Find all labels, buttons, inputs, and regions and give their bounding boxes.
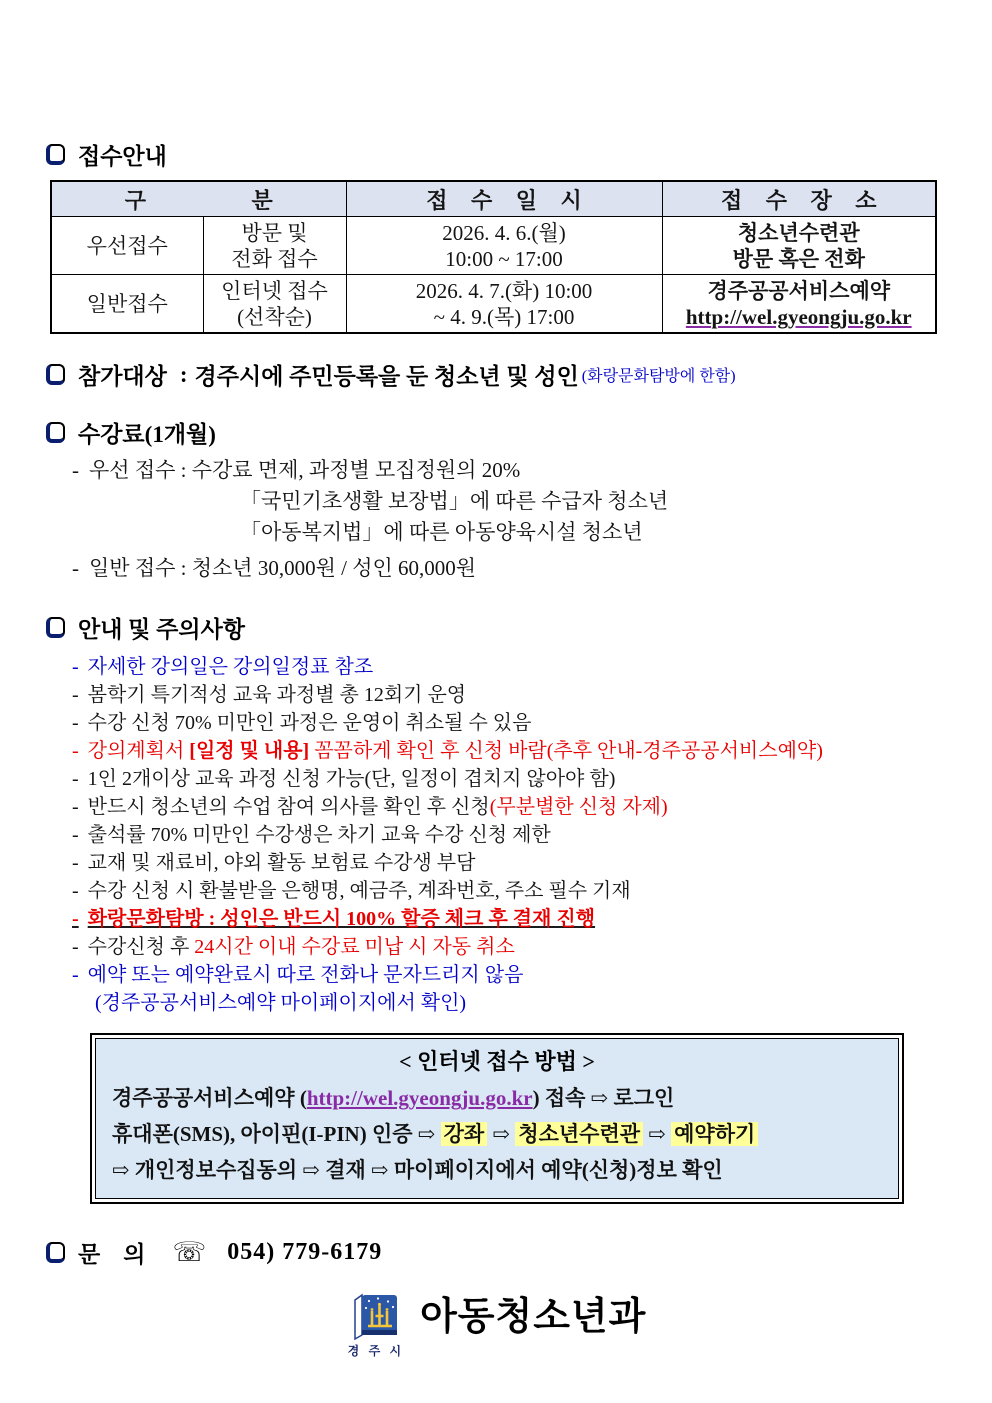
dash: -	[72, 458, 79, 482]
cell-category: 일반접수	[51, 275, 203, 334]
dash: -	[72, 740, 79, 762]
notice-item: - 1인 2개이상 교육 과정 신청 가능(단, 일정이 겹치지 않아야 함)	[72, 768, 616, 790]
table-header-category: 구 분	[51, 181, 346, 217]
notice-item: - 예약 또는 예약완료시 따로 전화나 문자드리지 않음	[72, 964, 524, 986]
city-emblem-icon	[351, 1293, 401, 1341]
cell-category: 우선접수	[51, 217, 203, 275]
table-header-row	[51, 181, 936, 217]
dash: -	[72, 768, 79, 790]
dash: -	[72, 796, 79, 818]
reservation-site-url[interactable]: http://wel.gyeongju.go.kr	[685, 304, 912, 329]
tuition-line-priority: - 우선 접수 : 수강료 면제, 과정별 모집정원의 20%	[72, 458, 521, 482]
cell-datetime-line2: 10:00 ~ 17:00	[445, 246, 563, 271]
reservation-url-link[interactable]: http://wel.gyeongju.go.kr	[306, 1086, 533, 1110]
section-title-contact	[46, 1236, 948, 1269]
cell-datetime-line1: 2026. 4. 6.(월)	[442, 220, 566, 245]
participants-separator: :	[179, 361, 188, 387]
notice-item: - 수강 신청 시 환불받을 은행명, 예금주, 계좌번호, 주소 필수 기재	[72, 880, 631, 902]
notice-item: - 반드시 청소년의 수업 참여 의사를 확인 후 신청(무분별한 신청 자제)	[72, 796, 668, 818]
notice-item: - 교재 및 재료비, 야외 활동 보험료 수강생 부담	[72, 852, 476, 874]
section-title-reception-label: 접수안내	[78, 144, 167, 169]
notices-list	[46, 653, 948, 1017]
checkbox-bullet-icon	[46, 422, 65, 443]
participants-note: (화랑문화탐방에 한함)	[581, 368, 736, 385]
dash: -	[72, 964, 79, 986]
cell-place	[662, 217, 936, 275]
cell-method	[203, 275, 346, 334]
notice-item: - 자세한 강의일은 강의일정표 참조	[72, 656, 374, 678]
cell-datetime-line1: 2026. 4. 7.(화) 10:00	[415, 278, 593, 303]
checkbox-bullet-icon	[46, 617, 65, 638]
dash: -	[72, 684, 79, 706]
tuition-line-law2: 「아동복지법」에 따른 아동양육시설 청소년	[240, 520, 643, 544]
participants-text: 경주시에 주민등록을 둔 청소년 및 성인	[194, 364, 579, 389]
notice-item: - 수강신청 후 24시간 이내 수강료 미납 시 자동 취소	[72, 936, 515, 958]
cell-place	[662, 275, 936, 334]
notice-item: - 봄학기 특기적성 교육 과정별 총 12회기 운영	[72, 684, 467, 706]
cell-method-line1: 방문 및	[241, 220, 308, 245]
phone-icon: ☏	[172, 1237, 207, 1267]
internet-box-line2: 휴대폰(SMS), 아이핀(I-PIN) 인증 ⇨ 강좌 ⇨ 청소년수련관 ⇨ 예약하기	[112, 1116, 882, 1152]
arrow-right-icon: ⇨	[643, 1122, 672, 1146]
dash: -	[72, 556, 79, 580]
checkbox-bullet-icon	[46, 144, 65, 165]
cell-place-line1: 청소년수련관	[737, 220, 860, 245]
highlight-step-reserve: 예약하기	[671, 1122, 758, 1146]
cell-method-line1: 인터넷 접수	[221, 278, 328, 303]
notice-item: - 강의계획서 [일정 및 내용] 꼼꼼하게 확인 후 신청 바람(추후 안내-경주공공서비스예약)	[72, 740, 823, 762]
contact-label: 문 의	[78, 1242, 146, 1267]
cell-method-line2: (선착순)	[237, 304, 312, 329]
city-name-label: 경 주 시	[347, 1344, 405, 1358]
checkbox-bullet-icon	[46, 1242, 65, 1263]
reception-table	[50, 180, 937, 334]
internet-box-line3: ⇨ 개인정보수집동의 ⇨ 결재 ⇨ 마이페이지에서 예약(신청)정보 확인	[112, 1158, 723, 1182]
notices-label: 안내 및 주의사항	[78, 617, 246, 642]
section-title-notices	[46, 611, 948, 644]
internet-registration-box-inner	[95, 1038, 899, 1199]
footer	[46, 1293, 948, 1359]
highlight-step-course: 강좌	[441, 1122, 488, 1146]
highlight-step-center: 청소년수련관	[515, 1122, 643, 1146]
section-title-reception	[46, 138, 948, 171]
internet-box-line1: 경주공공서비스예약 (http://wel.gyeongju.go.kr) 접속 ⇨ 로그인	[112, 1086, 675, 1110]
participants-label: 참가대상	[78, 364, 167, 389]
cell-method-line2: 전화 접수	[231, 246, 318, 271]
dash: -	[72, 880, 79, 902]
dash: -	[72, 852, 79, 874]
cell-datetime	[346, 217, 662, 275]
table-header-datetime: 접 수 일 시	[346, 181, 662, 217]
cell-place-line1: 경주공공서비스예약	[707, 278, 891, 303]
notice-item-hwarang: - 화랑문화탐방 : 성인은 반드시 100% 할증 체크 후 결재 진행	[72, 908, 596, 930]
section-title-participants	[46, 358, 948, 391]
notice-item-continuation: (경주공공서비스예약 마이페이지에서 확인)	[95, 992, 467, 1014]
tuition-line-general: - 일반 접수 : 청소년 30,000원 / 성인 60,000원	[72, 556, 477, 580]
gyeongju-city-logo	[348, 1293, 404, 1359]
table-row-priority	[51, 217, 936, 275]
internet-box-title: < 인터넷 접수 방법 >	[399, 1049, 595, 1074]
table-header-place: 접 수 장 소	[662, 181, 936, 217]
dash: -	[72, 936, 79, 958]
dash: -	[72, 656, 79, 678]
internet-registration-box	[90, 1033, 904, 1204]
dash: -	[72, 824, 79, 846]
table-row-general	[51, 275, 936, 334]
cell-place-line2: 방문 혹은 전화	[732, 246, 865, 271]
notice-item: - 출석률 70% 미만인 수강생은 차기 교육 수강 신청 제한	[72, 824, 551, 846]
tuition-label: 수강료(1개월)	[78, 422, 216, 447]
notice-item: - 수강 신청 70% 미만인 과정은 운영이 취소될 수 있음	[72, 712, 532, 734]
cell-method	[203, 217, 346, 275]
dash: -	[72, 908, 79, 930]
department-name: 아동청소년과	[420, 1296, 647, 1338]
section-title-tuition	[46, 416, 948, 449]
dash: -	[72, 712, 79, 734]
cell-datetime	[346, 275, 662, 334]
tuition-line-law1: 「국민기초생활 보장법」에 따른 수급자 청소년	[240, 489, 669, 513]
cell-datetime-line2: ~ 4. 9.(목) 17:00	[433, 304, 575, 329]
arrow-right-icon: ⇨	[487, 1122, 516, 1146]
checkbox-bullet-icon	[46, 364, 65, 385]
contact-phone-number: 054) 779-6179	[227, 1239, 383, 1265]
